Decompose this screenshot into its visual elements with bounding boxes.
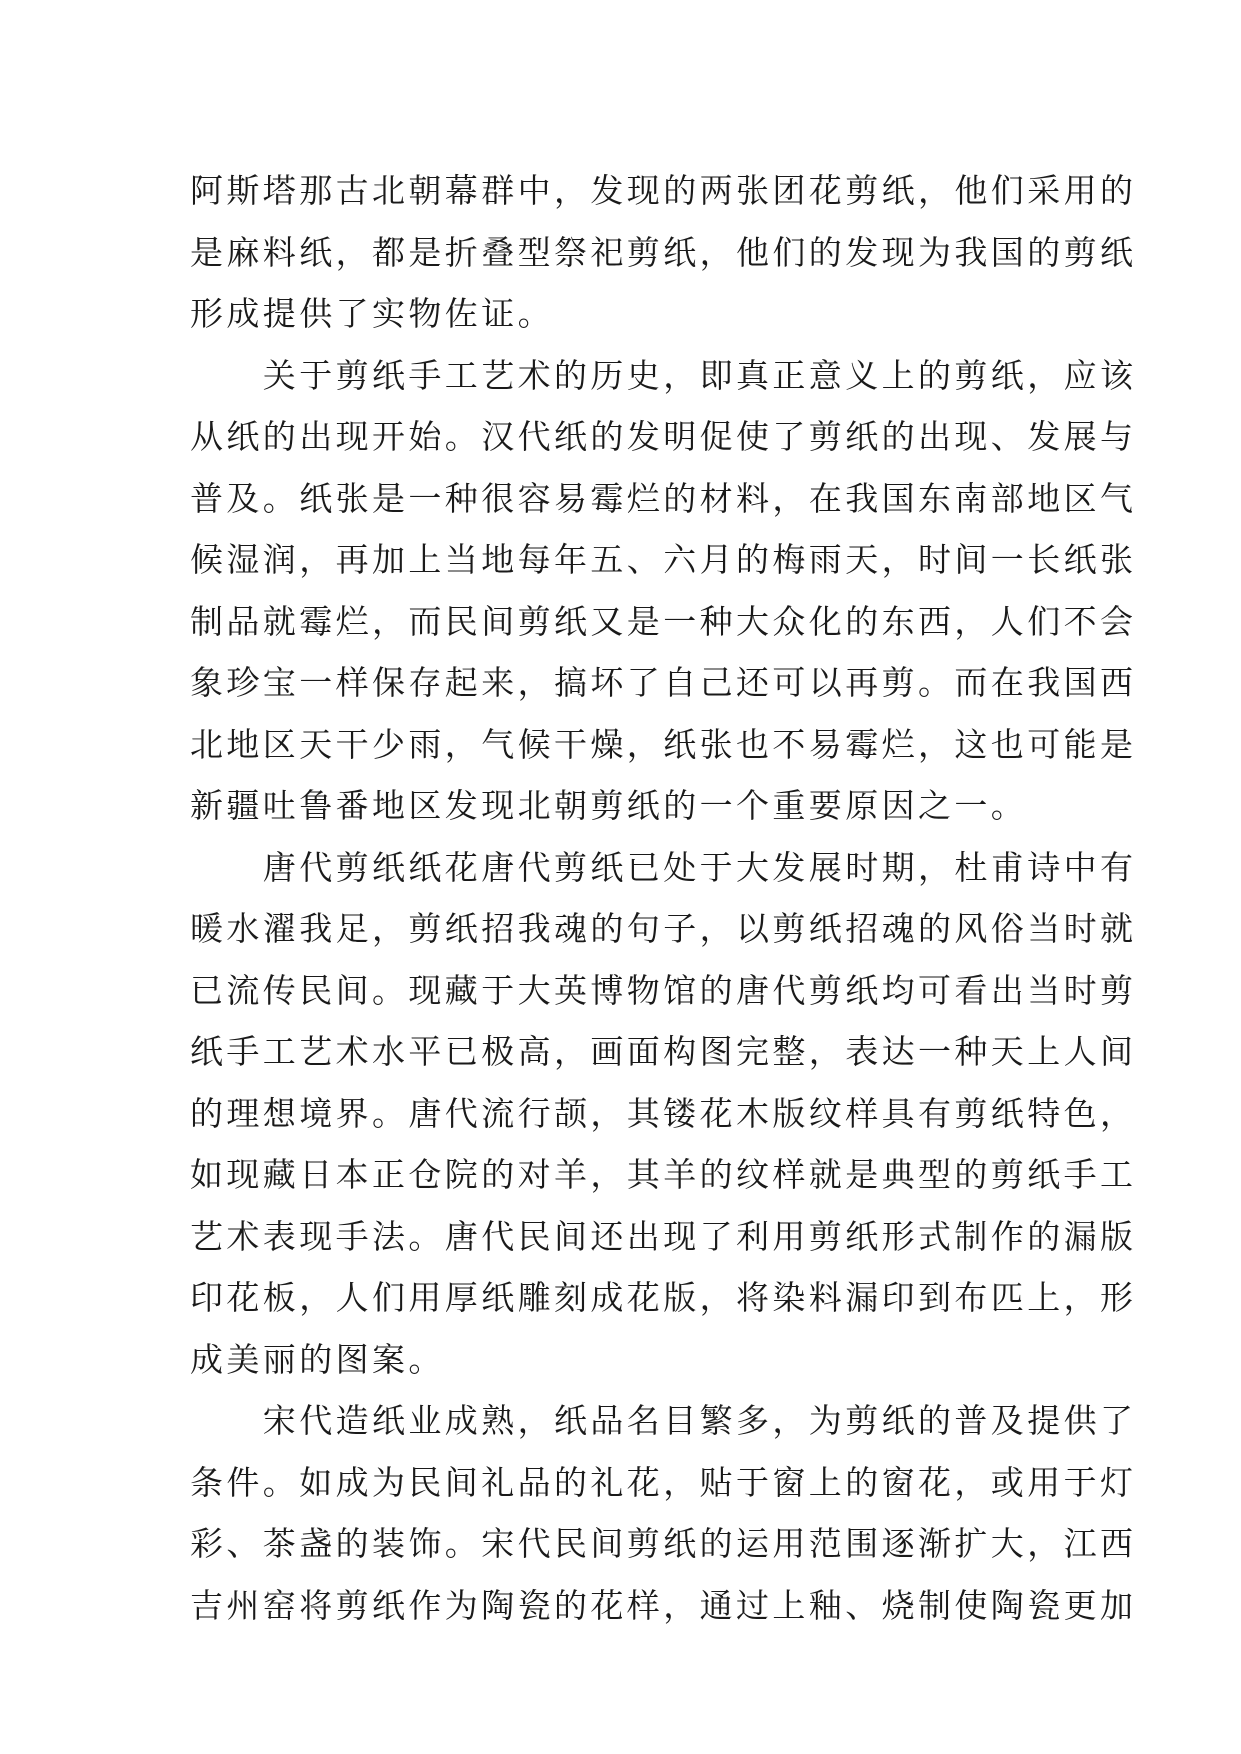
body-text xyxy=(190,160,1137,1636)
text-line: 条件。如成为民间礼品的礼花，贴于窗上的窗花，或用于灯 xyxy=(190,1462,1137,1502)
text-line: 已流传民间。现藏于大英博物馆的唐代剪纸均可看出当时剪 xyxy=(190,970,1137,1010)
text-line: 印花板，人们用厚纸雕刻成花版，将染料漏印到布匹上，形 xyxy=(190,1278,1137,1317)
text-line: 形成提供了实物佐证。 xyxy=(190,294,554,333)
text-line: 从纸的出现开始。汉代纸的发明促使了剪纸的出现、发展与 xyxy=(190,417,1137,456)
text-line: 吉州窑将剪纸作为陶瓷的花样，通过上釉、烧制使陶瓷更加 xyxy=(190,1585,1137,1625)
text-line: 唐代剪纸纸花唐代剪纸已处于大发展时期，杜甫诗中有 xyxy=(190,847,1137,887)
text-line: 如现藏日本正仓院的对羊，其羊的纹样就是典型的剪纸手工 xyxy=(190,1155,1137,1194)
text-line: 纸手工艺术水平已极高，画面构图完整，表达一种天上人间 xyxy=(190,1032,1137,1071)
text-line: 阿斯塔那古北朝幕群中，发现的两张团花剪纸，他们采用的 xyxy=(190,171,1137,210)
text-line: 新疆吐鲁番地区发现北朝剪纸的一个重要原因之一。 xyxy=(190,786,1028,825)
text-line: 北地区天干少雨，气候干燥，纸张也不易霉烂，这也可能是 xyxy=(190,724,1137,764)
text-line: 成美丽的图案。 xyxy=(190,1339,445,1379)
text-line: 关于剪纸手工艺术的历史，即真正意义上的剪纸，应该 xyxy=(190,355,1137,395)
text-line: 宋代造纸业成熟，纸品名目繁多，为剪纸的普及提供了 xyxy=(190,1401,1137,1440)
text-line: 艺术表现手法。唐代民间还出现了利用剪纸形式制作的漏版 xyxy=(190,1216,1137,1256)
text-line: 象珍宝一样保存起来，搞坏了自己还可以再剪。而在我国西 xyxy=(190,663,1137,702)
text-line: 的理想境界。唐代流行颉，其镂花木版纹样具有剪纸特色， xyxy=(190,1093,1137,1133)
text-line: 是麻料纸，都是折叠型祭祀剪纸，他们的发现为我国的剪纸 xyxy=(190,232,1137,272)
text-line: 制品就霉烂，而民间剪纸又是一种大众化的东西，人们不会 xyxy=(190,601,1137,641)
text-line: 彩、茶盏的装饰。宋代民间剪纸的运用范围逐渐扩大，江西 xyxy=(190,1524,1137,1563)
text-line: 普及。纸张是一种很容易霉烂的材料，在我国东南部地区气 xyxy=(190,478,1137,518)
text-line: 候湿润，再加上当地每年五、六月的梅雨天，时间一长纸张 xyxy=(190,540,1137,579)
text-line: 暖水濯我足，剪纸招我魂的句子，以剪纸招魂的风俗当时就 xyxy=(190,909,1137,948)
